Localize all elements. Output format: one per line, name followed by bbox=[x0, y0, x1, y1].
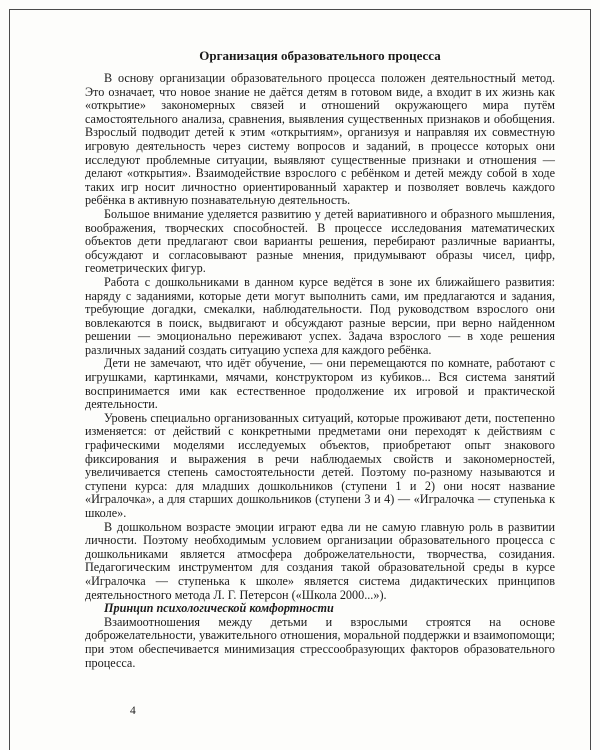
paragraph-course-levels: Уровень специально организованных ситуаций, которые проживают дети, постепенно изменяется: от действий с конкретными предметами они переходят к действиям с графическими моделями исследуемых объектов, приобретают опыт знакового фиксирования и выражения в речи наблюдаемых свойств и закономерностей, увеличивается степень самостоятельности детей. Поэтому по-разному называются и ступени курса: для младших дошкольников (ступени 1 и 2) они носят название «Игралочка», а для старших дошкольников (ступени 3 и 4) — «Игралочка — ступенька к школе». bbox=[85, 410, 555, 520]
page-content bbox=[85, 48, 555, 670]
paragraph-zone-of-development: Работа с дошкольниками в данном курсе ведётся в зоне их ближайшего развития: наряду с заданиями, которые дети могут выполнить сами, им предлагаются и задания, требующие догадки, смекалки, наблюдательности. Под руководством взрослого они вовлекаются в поиск, выдвигают и обсуждают разные версии, при верно найденном решении — эмоционально переживают успех. Задача взрослого — в ходе решения различных заданий создать ситуацию успеха для каждого ребёнка. bbox=[85, 274, 555, 357]
paragraph-activity-method: В основу организации образовательного процесса положен деятельностный метод. Это означает, что новое знание не даётся детям в готовом виде, а входит в их жизнь как «открытие» закономерных связей и отношений окружающего мира путём самостоятельного анализа, сравнения, выявления существенных признаков и обобщения. Взрослый подводит детей к этим «открытиям», организуя и направляя их совместную игровую деятельность через систему вопросов и заданий, в процессе которых они исследуют проблемные ситуации, выявляют существенные признаки и отношения — делают «открытия». Взаимодействие взрослого с ребёнком и детей между собой в ходе таких игр носит личностно ориентированный характер и позволяет вовлечь каждого ребёнка в активную познавательную деятельность. bbox=[85, 71, 555, 208]
paragraph-variative-thinking: Большое внимание уделяется развитию у детей вариативного и образного мышления, воображения, творческих способностей. В процессе исследования математических объектов дети предлагают свои варианты решения, перебирают различные варианты, обсуждают и согласовывают разные мнения, придумывают образы чисел, цифр, геометрических фигур. bbox=[85, 206, 555, 276]
page-title: Организация образовательного процесса bbox=[199, 48, 441, 63]
paragraph-children-play: Дети не замечают, что идёт обучение, — они перемещаются по комнате, работают с игрушками, картинками, мячами, конструктором из кубиков... Вся система занятий воспринимается ими как естественное продолжение их игровой и практической деятельности. bbox=[85, 356, 555, 412]
page-number: 4 bbox=[130, 705, 136, 717]
paragraph-emotions: В дошкольном возрасте эмоции играют едва ли не самую главную роль в развитии личности. Поэтому необходимым условием организации образовательного процесса с дошкольниками является атмосфера доброжелательности, творчества, созидания. Педагогическим инструментом для создания такой образовательной среды в курсе «Игралочка — ступенька к школе» является система дидактических принципов деятельностного метода Л. Г. Петерсон («Школа 2000...»). bbox=[85, 519, 555, 602]
section-subheading: Принцип психологической комфортности bbox=[104, 601, 334, 616]
paragraph-psychological-comfort: Взаимоотношения между детьми и взрослыми строятся на основе доброжелательности, уважительного отношения, моральной поддержки и взаимопомощи; при этом обеспечивается минимизация стрессообразующих факторов образовательного процесса. bbox=[85, 614, 555, 670]
